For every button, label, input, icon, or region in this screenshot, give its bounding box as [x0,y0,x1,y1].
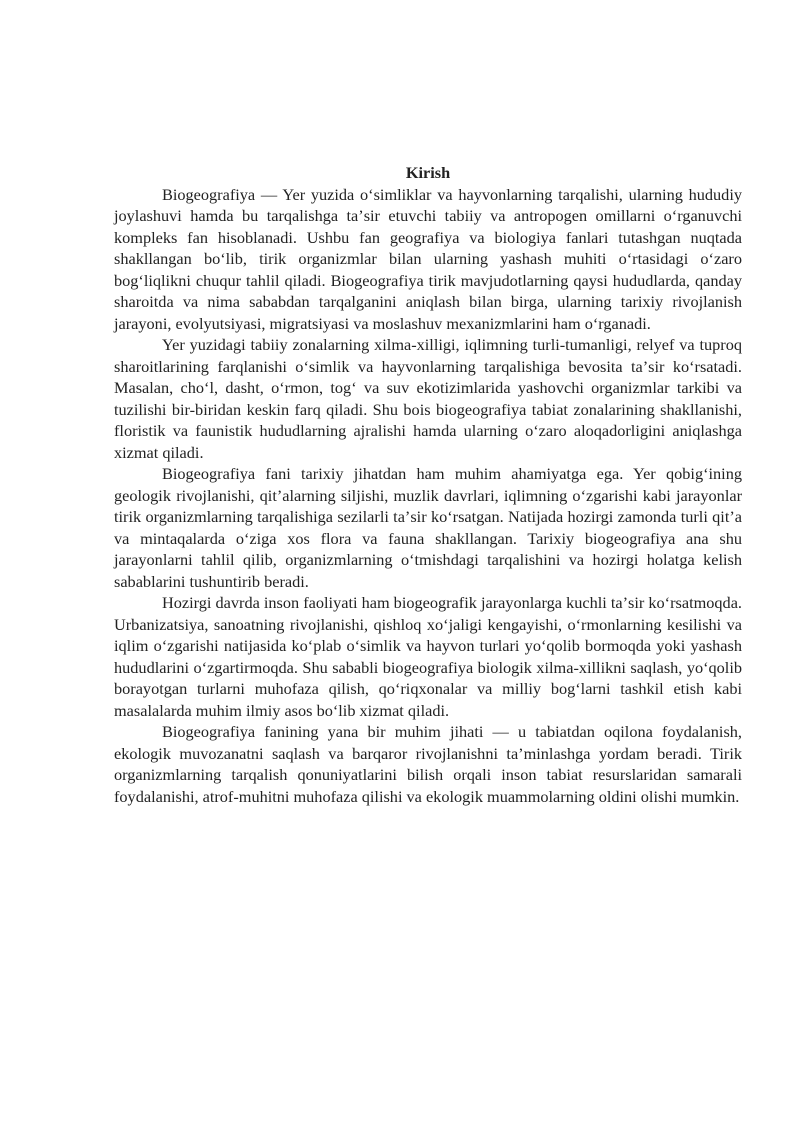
paragraph-1: Biogeografiya — Yer yuzida oʻsimliklar va hayvonlarning tarqalishi, ularning hududiy joylashuvi hamda bu tarqalishga taʼsir etuvchi tabiiy va antropogen omillarni oʻrganuvchi kompleks fan hisoblanadi. Ushbu fan geografiya va biologiya fanlari tutashgan nuqtada shakllangan boʻlib, tirik organizmlar bilan ularning yashash muhiti oʻrtasidagi oʻzaro bogʻliqlikni chuqur tahlil qiladi. Biogeografiya tirik mavjudotlarning qaysi hududlarda, qanday sharoitda va nima sababdan tarqalganini aniqlash bilan birga, ularning tarixiy rivojlanish jarayoni, evolyutsiyasi, migratsiyasi va moslashuv mexanizmlarini ham oʻrganadi. [114,184,742,333]
paragraph-2: Yer yuzidagi tabiiy zonalarning xilma-xilligi, iqlimning turli-tumanligi, relyef va tuproq sharoitlarining farqlanishi oʻsimlik va hayvonlarning tarqalishiga bevosita taʼsir koʻrsatadi. Masalan, choʻl, dasht, oʻrmon, togʻ va suv ekotizimlarida yashovchi organizmlar tarkibi va tuzilishi bir-biridan keskin farq qiladi. Shu bois biogeografiya tabiat zonalarining shakllanishi, floristik va faunistik hududlarning ajralishi hamda ularning oʻzaro aloqadorligini aniqlashga xizmat qiladi. [114,335,742,462]
paragraph-5: Biogeografiya fanining yana bir muhim jihati — u tabiatdan oqilona foydalanish, ekologik muvozanatni saqlash va barqaror rivojlanishni taʼminlashga yordam beradi. Tirik organizmlarning tarqalish qonuniyatlarini bilish orqali inson tabiat resurslaridan samarali foydalanishi, atrof-muhitni muhofaza qilishi va ekologik muammolarning oldini olishi mumkin. [114,722,742,806]
paragraph-4: Hozirgi davrda inson faoliyati ham biogeografik jarayonlarga kuchli taʼsir koʻrsatmoqda. Urbanizatsiya, sanoatning rivojlanishi, qishloq xoʻjaligi kengayishi, oʻrmonlarning kesilishi va iqlim oʻzgarishi natijasida koʻplab oʻsimlik va hayvon turlari yoʻqolib bormoqda yoki yashash hududlarini oʻzgartirmoqda. Shu sababli biogeografiya biologik xilma-xillikni saqlash, yoʻqolib borayotgan turlarni muhofaza qilish, qoʻriqxonalar va milliy bogʻlarni tashkil etish kabi masalalarda muhim ilmiy asos boʻlib xizmat qiladi. [114,593,742,720]
paragraph-3: Biogeografiya fani tarixiy jihatdan ham muhim ahamiyatga ega. Yer qobigʻining geologik rivojlanishi, qitʼalarning siljishi, muzlik davrlari, iqlimning oʻzgarishi kabi jarayonlar tirik organizmlarning tarqalishiga sezilarli taʼsir koʻrsatgan. Natijada hozirgi zamonda turli qitʼa va mintaqalarda oʻziga xos flora va fauna shakllangan. Tarixiy biogeografiya ana shu jarayonlarni tahlil qilib, organizmlarning oʻtmishdagi tarqalishini va hozirgi holatga kelish sabablarini tushuntirib beradi. [114,464,742,591]
document-body [114,162,742,807]
section-title: Kirish [405,163,451,182]
